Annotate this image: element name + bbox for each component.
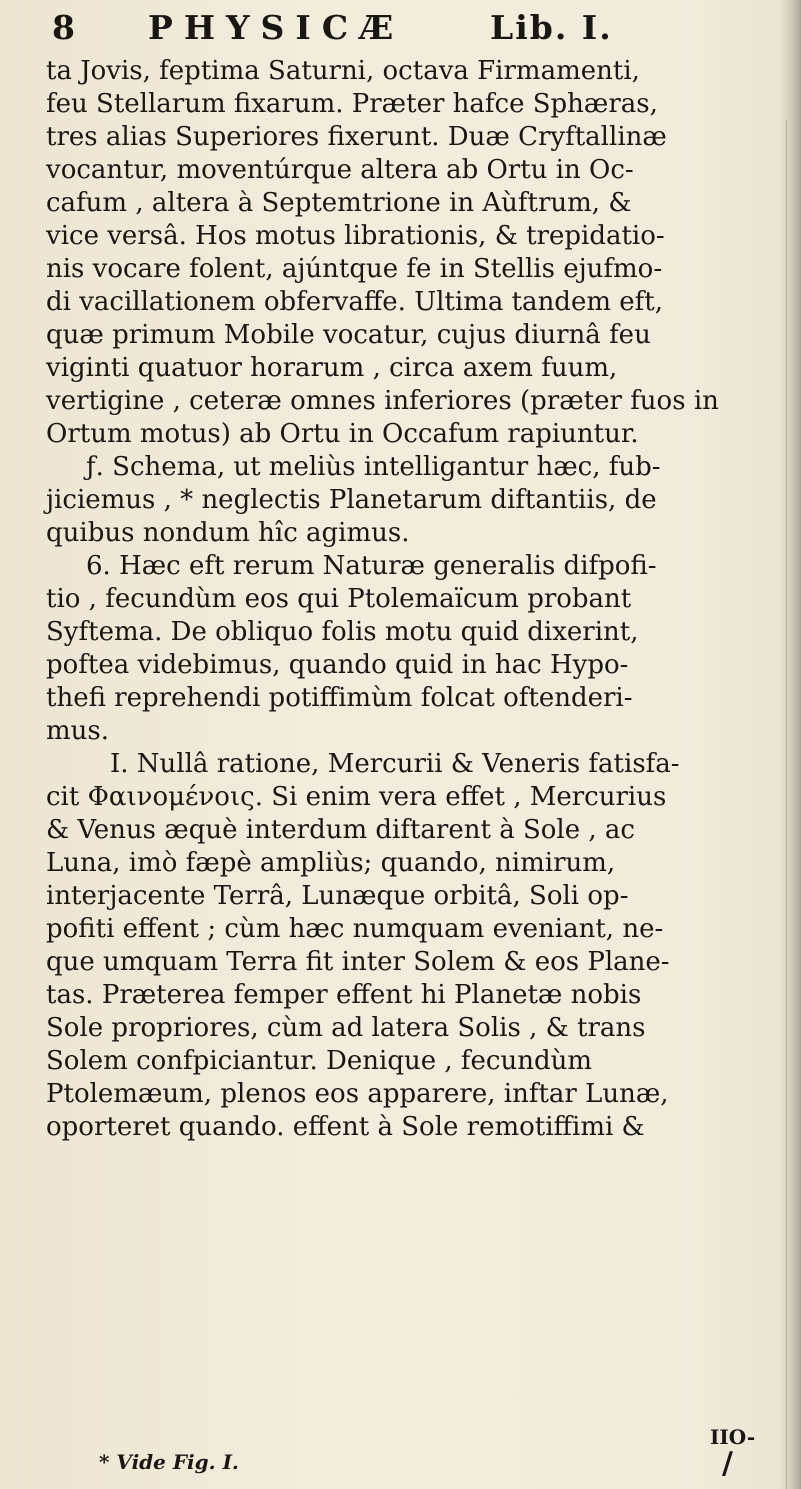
text-line: interjacente Terrâ, Lunæque orbitâ, Soli op- xyxy=(46,881,629,911)
text-line: tres alias Superiores fixerunt. Duæ Cryftallinæ xyxy=(46,122,667,152)
catchword: IIO- xyxy=(710,1425,756,1449)
text-line: que umquam Terra fit inter Solem & eos Plane- xyxy=(46,947,670,977)
text-line: di vacillationem obfervaffe. Ultima tandem eft, xyxy=(46,287,663,317)
text-line: Luna, imò fæpè ampliùs; quando, nimirum, xyxy=(46,848,616,878)
text-line: vertigine , ceteræ omnes inferiores (præter fuos in xyxy=(46,386,719,416)
text-line: Syftema. De obliquo folis motu quid dixerint, xyxy=(46,617,639,647)
text-line: & Venus æquè interdum diftarent à Sole , ac xyxy=(46,815,635,845)
running-title: PHYSICÆ xyxy=(148,8,405,47)
page-header xyxy=(52,8,752,52)
section-label: Lib. I. xyxy=(490,8,613,47)
text-line: Ptolemæum, plenos eos apparere, inftar Lunæ, xyxy=(46,1079,669,1109)
text-line: jiciemus , * neglectis Planetarum diftantiis, de xyxy=(46,485,657,515)
footnote: * Vide Fig. I. xyxy=(99,1450,239,1474)
text-line: nis vocare folent, ajúntque fe in Stellis ejufmo- xyxy=(46,254,663,284)
text-line: vocantur, moventúrque altera ab Ortu in Oc- xyxy=(46,155,634,185)
text-line: tas. Præterea femper effent hi Planetæ nobis xyxy=(46,980,642,1010)
paragraph-start: ƒ. Schema, ut meliùs intelligantur hæc, fub- xyxy=(86,452,661,482)
page-number: 8 xyxy=(52,8,75,47)
text-line: quæ primum Mobile vocatur, cujus diurnâ feu xyxy=(46,320,651,350)
text-line: cafum , altera à Septemtrione in Aùftrum, & xyxy=(46,188,632,218)
text-line: mus. xyxy=(46,716,110,746)
text-line: thefi reprehendi potiffimùm folcat oftenderi- xyxy=(46,683,633,713)
paragraph-start: 6. Hæc eft rerum Naturæ generalis difpofi- xyxy=(86,551,657,581)
text-line: Solem confpiciantur. Denique , fecundùm xyxy=(46,1046,593,1076)
text-line: oporteret quando. effent à Sole remotiffimi & xyxy=(46,1112,645,1142)
text-line: ta Jovis, feptima Saturni, octava Firmamenti, xyxy=(46,56,640,86)
page-edge-shadow xyxy=(779,0,801,1489)
text-line: tio , fecundùm eos qui Ptolemaïcum probant xyxy=(46,584,632,614)
text-line: quibus nondum hîc agimus. xyxy=(46,518,410,548)
text-line: vice versâ. Hos motus librationis, & trepidatio- xyxy=(46,221,665,251)
text-line: viginti quatuor horarum , circa axem fuum, xyxy=(46,353,618,383)
text-line: Ortum motus) ab Ortu in Occafum rapiuntur. xyxy=(46,419,639,449)
text-line: pofiti effent ; cùm hæc numquam eveniant, ne- xyxy=(46,914,664,944)
text-line: cit Φαινομένοις. Si enim vera effet , Mercurius xyxy=(46,782,667,812)
ink-mark: / xyxy=(722,1446,733,1481)
text-line: poftea videbimus, quando quid in hac Hypo- xyxy=(46,650,629,680)
text-line: Sole propriores, cùm ad latera Solis , & trans xyxy=(46,1013,646,1043)
text-line: feu Stellarum fixarum. Præter hafce Sphæras, xyxy=(46,89,658,119)
body-text xyxy=(46,55,768,1144)
paragraph-start: I. Nullâ ratione, Mercurii & Veneris fatisfa- xyxy=(110,749,680,779)
